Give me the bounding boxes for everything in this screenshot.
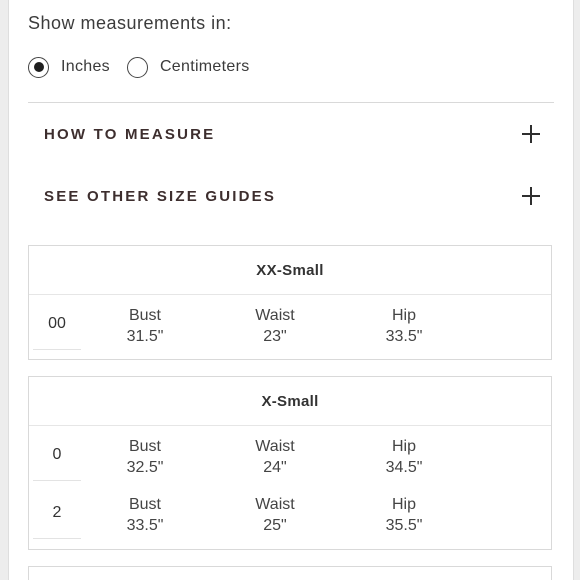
hip-measure <box>364 305 444 347</box>
bust-value: 32.5" <box>126 459 164 476</box>
size-row <box>29 426 551 484</box>
inches-radio[interactable] <box>28 57 49 78</box>
how-to-measure-accordion[interactable] <box>28 114 554 154</box>
size-card-x-small <box>28 376 552 550</box>
inches-option[interactable] <box>28 57 110 78</box>
hip-label: Hip <box>391 438 416 455</box>
size-card-next <box>28 566 552 580</box>
size-number: 2 <box>33 488 81 539</box>
bust-label: Bust <box>128 496 161 513</box>
size-number: 0 <box>33 430 81 481</box>
size-card-title: X-Small <box>29 377 551 426</box>
waist-label: Waist <box>255 438 295 455</box>
centimeters-label: Centimeters <box>159 58 250 75</box>
waist-measure <box>235 436 315 478</box>
waist-label: Waist <box>255 496 295 513</box>
waist-measure <box>235 305 315 347</box>
size-card-title: XX-Small <box>29 246 551 295</box>
hip-value: 34.5" <box>385 459 423 476</box>
inches-label: Inches <box>61 58 110 75</box>
waist-measure <box>235 494 315 536</box>
bust-value: 31.5" <box>126 328 164 345</box>
waist-value: 25" <box>263 517 287 534</box>
measurement-unit-label: Show measurements in: <box>28 13 232 33</box>
bust-measure <box>105 494 185 536</box>
waist-value: 23" <box>263 328 287 345</box>
radio-selected-dot <box>34 62 44 72</box>
bust-value: 33.5" <box>126 517 164 534</box>
unit-radio-group <box>28 54 267 80</box>
bust-label: Bust <box>128 307 161 324</box>
centimeters-option[interactable] <box>127 57 250 78</box>
plus-icon[interactable] <box>522 187 540 205</box>
hip-label: Hip <box>391 307 416 324</box>
size-number: 00 <box>33 299 81 350</box>
other-size-guides-accordion[interactable] <box>28 176 554 216</box>
hip-value: 35.5" <box>385 517 423 534</box>
size-guide-panel <box>8 0 574 580</box>
plus-icon[interactable] <box>522 125 540 143</box>
size-card-xx-small <box>28 245 552 360</box>
hip-measure <box>364 436 444 478</box>
hip-label: Hip <box>391 496 416 513</box>
bust-measure <box>105 305 185 347</box>
hip-measure <box>364 494 444 536</box>
bust-measure <box>105 436 185 478</box>
size-row <box>29 484 551 542</box>
how-to-measure-label: HOW TO MEASURE <box>44 125 216 143</box>
waist-label: Waist <box>255 307 295 324</box>
bust-label: Bust <box>128 438 161 455</box>
waist-value: 24" <box>263 459 287 476</box>
other-size-guides-label: SEE OTHER SIZE GUIDES <box>44 187 277 205</box>
centimeters-radio[interactable] <box>127 57 148 78</box>
size-row <box>29 295 551 353</box>
divider <box>28 102 554 103</box>
hip-value: 33.5" <box>385 328 423 345</box>
